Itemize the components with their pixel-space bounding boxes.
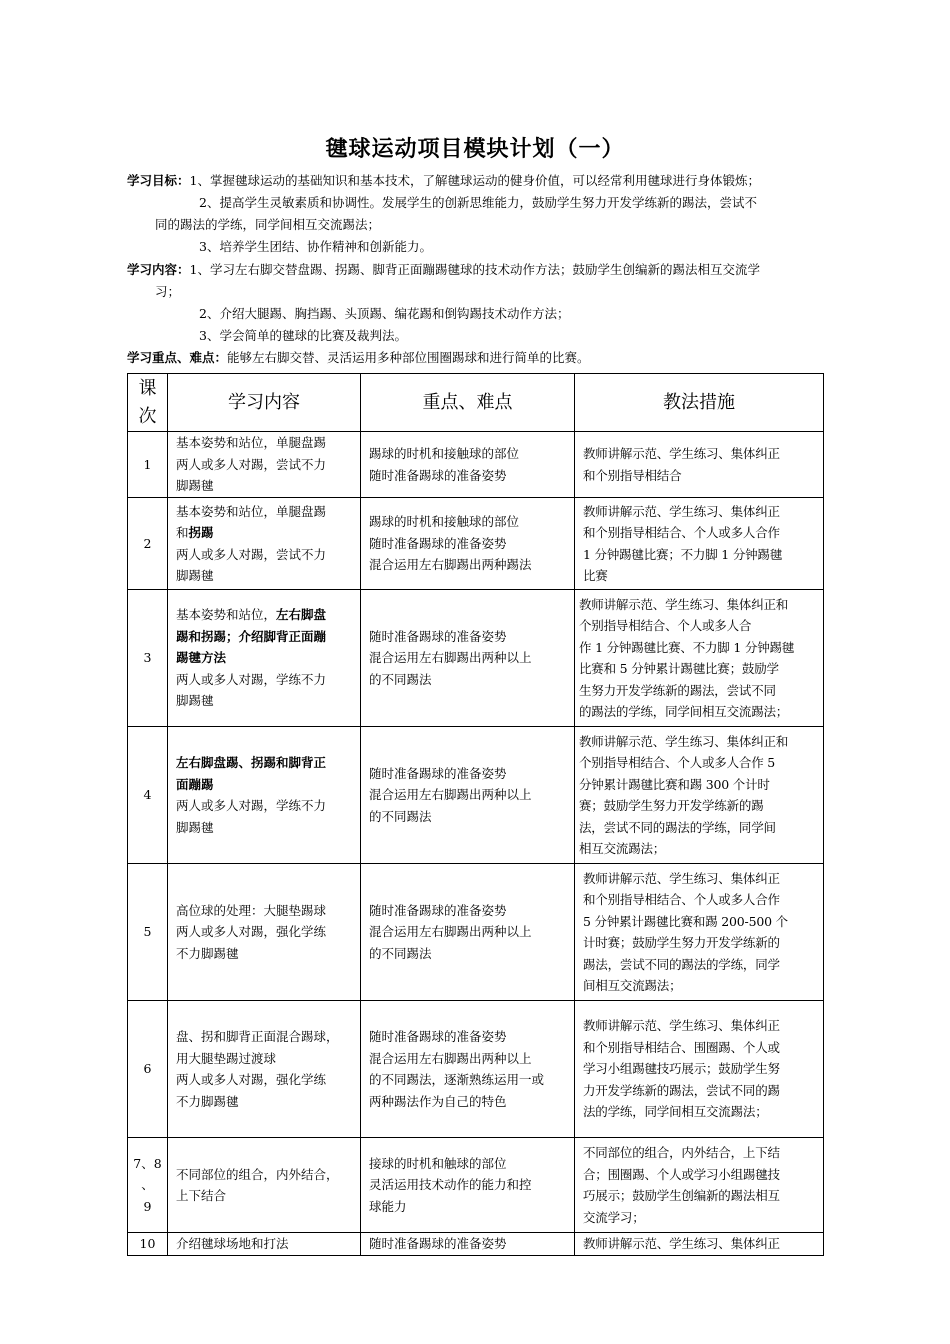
table-header-row: [128, 374, 824, 432]
method-cell: 教师讲解示范、学生练习、集体纠正 和个别指导相结合、个人或多人合作 1 分钟踢毽比赛；不力脚 1 分钟踢毽 比赛: [575, 498, 824, 590]
table-row: [128, 590, 824, 727]
lesson-number: 3: [128, 590, 168, 727]
objectives-item-1: 1、掌握毽球运动的基础知识和基本技术，了解毽球运动的健身价值，可以经常利用毽球进行身体锻炼；: [189, 173, 760, 188]
content-item-3: 3、学会简单的毽球的比赛及裁判法。: [199, 328, 407, 343]
content-cell: 基本姿势和站位，单腿盘踢 和拐踢 两人或多人对踢，尝试不力 脚踢毽: [168, 498, 361, 590]
content-item-1-cont: 习；: [155, 284, 181, 299]
header-method: 教法措施: [575, 374, 824, 432]
method-cell: 教师讲解示范、学生练习、集体纠正和 个别指导相结合、个人或多人合 作 1 分钟踢毽比赛、不力脚 1 分钟踢毽 比赛和 5 分钟累计踢毽比赛；鼓励学 生努力开发学练新的踢法，尝试不同 的踢法的学练，同学间相互交流踢法；: [575, 590, 824, 727]
table-row: [128, 1233, 824, 1256]
method-cell: 教师讲解示范、学生练习、集体纠正和 个别指导相结合、个人或多人合作 5 分钟累计踢毽比赛和踢 300 个计时 赛；鼓励学生努力开发学练新的踢 法，尝试不同的踢法的学练，同学间 相互交流踢法；: [575, 727, 824, 864]
table-row: [128, 1001, 824, 1138]
content-item-1: 1、学习左右脚交替盘踢、拐踢、脚背正面蹦踢毽球的技术动作方法；鼓励学生创编新的踢法相互交流学: [189, 262, 760, 277]
focus-cell: 随时准备踢球的准备姿势: [361, 1233, 575, 1256]
objectives-item-2: 2、提高学生灵敏素质和协调性。发展学生的创新思维能力，鼓励学生努力开发学练新的踢法，尝试不: [199, 195, 757, 210]
lesson-number: 1: [128, 432, 168, 498]
header-content: 学习内容: [168, 374, 361, 432]
focus-cell: 随时准备踢球的准备姿势 混合运用左右脚踢出两种以上 的不同踢法: [361, 590, 575, 727]
content-cell: 高位球的处理：大腿垫踢球 两人或多人对踢，强化学练 不力脚踢毽: [168, 864, 361, 1001]
table-row: [128, 727, 824, 864]
table-row: [128, 498, 824, 590]
key-points-line: [127, 347, 590, 368]
lesson-number: 6: [128, 1001, 168, 1138]
content-cell: 基本姿势和站位，左右脚盘 踢和拐踢；介绍脚背正面蹦 踢毽方法 两人或多人对踢，学练不力 脚踢毽: [168, 590, 361, 727]
method-cell: 不同部位的组合，内外结合，上下结 合；围圈踢、个人或学习小组踢毽技 巧展示；鼓励学生创编新的踢法相互 交流学习；: [575, 1138, 824, 1233]
objectives-item-3: 3、培养学生团结、协作精神和创新能力。: [199, 239, 432, 254]
content-cell: 不同部位的组合，内外结合， 上下结合: [168, 1138, 361, 1233]
key-points-label: 学习重点、难点：: [127, 350, 228, 365]
header-lesson: 课 次: [128, 374, 168, 432]
table-row: [128, 864, 824, 1001]
key-points-text: 能够左右脚交替、灵活运用多种部位围圈踢球和进行简单的比赛。: [227, 350, 590, 365]
lesson-number: 10: [128, 1233, 168, 1256]
content-label: 学习内容：: [127, 262, 190, 277]
content-item-2: 2、介绍大腿踢、胸挡踢、头顶踢、编花踢和倒钩踢技术动作方法；: [199, 306, 570, 321]
content-cell: 左右脚盘踢、拐踢和脚背正 面蹦踢 两人或多人对踢，学练不力 脚踢毽: [168, 727, 361, 864]
content-cell: 基本姿势和站位，单腿盘踢 两人或多人对踢，尝试不力 脚踢毽: [168, 432, 361, 498]
objectives-label: 学习目标：: [127, 173, 190, 188]
lesson-number: 7、8 、 9: [128, 1138, 168, 1233]
lesson-number: 4: [128, 727, 168, 864]
method-cell: 教师讲解示范、学生练习、集体纠正 和个别指导相结合、个人或多人合作 5 分钟累计踢毽比赛和踢 200-500 个 计时赛；鼓励学生努力开发学练新的 踢法，尝试不同的踢法的学练，同学 间相互交流踢法；: [575, 864, 824, 1001]
method-cell: 教师讲解示范、学生练习、集体纠正 和个别指导相结合、围圈踢、个人或 学习小组踢毽技巧展示；鼓励学生努 力开发学练新的踢法，尝试不同的踢 法的学练，同学间相互交流踢法；: [575, 1001, 824, 1138]
focus-cell: 随时准备踢球的准备姿势 混合运用左右脚踢出两种以上 的不同踢法: [361, 727, 575, 864]
focus-cell: 踢球的时机和接触球的部位 随时准备踢球的准备姿势: [361, 432, 575, 498]
plan-table: [127, 373, 824, 1256]
table-row: [128, 1138, 824, 1233]
focus-cell: 踢球的时机和接触球的部位 随时准备踢球的准备姿势 混合运用左右脚踢出两种踢法: [361, 498, 575, 590]
header-focus: 重点、难点: [361, 374, 575, 432]
method-cell: 教师讲解示范、学生练习、集体纠正: [575, 1233, 824, 1256]
table-row: [128, 432, 824, 498]
content-cell: 介绍毽球场地和打法: [168, 1233, 361, 1256]
focus-cell: 接球的时机和触球的部位 灵活运用技术动作的能力和控 球能力: [361, 1138, 575, 1233]
focus-cell: 随时准备踢球的准备姿势 混合运用左右脚踢出两种以上 的不同踢法，逐渐熟练运用一或 两种踢法作为自己的特色: [361, 1001, 575, 1138]
page-title: 毽球运动项目模块计划（一）: [325, 137, 625, 162]
lesson-number: 2: [128, 498, 168, 590]
content-line-1: [127, 259, 760, 280]
content-cell: 盘、拐和脚背正面混合踢球， 用大腿垫踢过渡球 两人或多人对踢，强化学练 不力脚踢毽: [168, 1001, 361, 1138]
lesson-number: 5: [128, 864, 168, 1001]
objectives-line-1: [127, 170, 760, 191]
focus-cell: 随时准备踢球的准备姿势 混合运用左右脚踢出两种以上 的不同踢法: [361, 864, 575, 1001]
objectives-item-2-cont: 同的踢法的学练，同学间相互交流踢法；: [155, 217, 381, 232]
method-cell: 教师讲解示范、学生练习、集体纠正 和个别指导相结合: [575, 432, 824, 498]
